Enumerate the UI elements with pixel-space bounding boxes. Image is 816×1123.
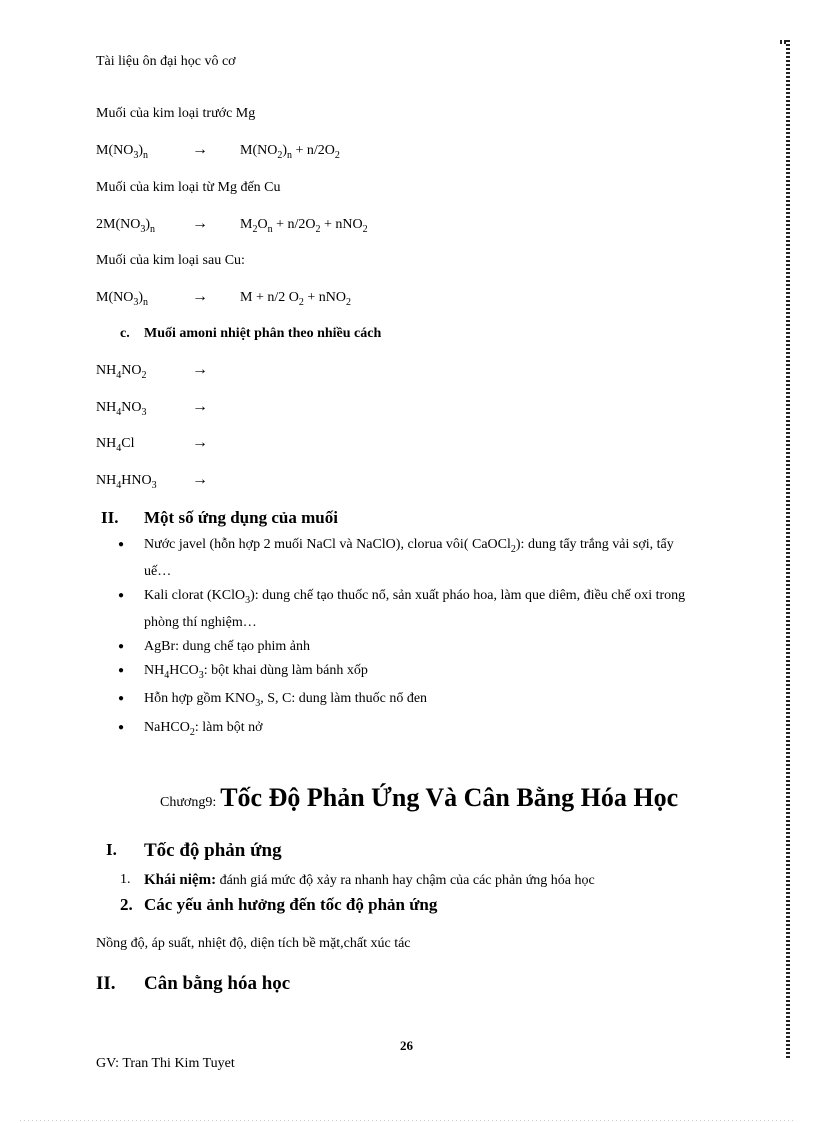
concept-number: 1. xyxy=(120,872,131,887)
equation-after-cu-product: M + n/2 $O_2 + nNO_2$ xyxy=(240,290,351,308)
list-item: ● Nước javel (hỗn hợp 2 muối NaCl và NaClO), clorua vôi( CaOCl$_2$): dung tẩy trắng vải sợi, tẩy uế… xyxy=(118,534,703,583)
list-item: ● $NH_4HCO_3$: bột khai dùng làm bánh xốp xyxy=(118,660,703,687)
ammonium-formula: $NH_4NO_2$ xyxy=(96,363,147,381)
page-number: 26 xyxy=(400,1038,413,1053)
factors-title: Các yếu ảnh hưởng đến tốc độ phản ứng xyxy=(144,895,438,914)
concept-line: Khái niệm: đánh giá mức độ xảy ra nhanh hay chậm của các phản ứng hóa học xyxy=(144,872,595,888)
arrow-icon: → xyxy=(192,215,208,232)
arrow-icon: → xyxy=(192,288,208,305)
ammonium-formula: $NH_4NO_3$ xyxy=(96,400,147,418)
equation-mg-to-cu-product: $M_2O_n + n/2O_2 + nNO_2$ xyxy=(240,217,368,235)
section-c-label: c. xyxy=(120,326,130,341)
factors-text: Nồng độ, áp suất, nhiệt độ, diện tích bề mặt,chất xúc tác xyxy=(96,936,411,951)
label-mg-to-cu: Muối của kim loại từ Mg đến Cu xyxy=(96,180,281,195)
equation-before-mg-reactant: $M(NO_3)_n$ xyxy=(96,143,149,161)
chapter-section-ii-title: Cân bằng hóa học xyxy=(144,973,291,994)
page-bottom-border xyxy=(20,1120,796,1121)
footer-author: GV: Tran Thi Kim Tuyet xyxy=(96,1056,235,1071)
equation-after-cu-reactant: $M(NO_3)_n$ xyxy=(96,290,149,308)
equation-before-mg-product: $M(NO_2)_n + n/2O_2$ xyxy=(240,143,340,161)
chapter-section-i-title: Tốc độ phản ứng xyxy=(144,840,282,861)
arrow-icon: → xyxy=(192,398,208,415)
section-ii-title: Một số ứng dụng của muối xyxy=(144,508,338,527)
arrow-icon: → xyxy=(192,361,208,378)
list-item: ● Hỗn hợp gồm $KNO_3$, S, C: dung làm thuốc nổ đen xyxy=(118,688,703,715)
ammonium-formula: $NH_4Cl$ xyxy=(96,436,135,454)
applications-list xyxy=(118,534,703,746)
arrow-icon: → xyxy=(192,471,208,488)
ammonium-formula: $NH_4HNO_3$ xyxy=(96,473,157,491)
list-item: ● NaHCO$_2$: làm bột nở xyxy=(118,717,703,744)
chapter-heading xyxy=(160,783,678,813)
page-border-right xyxy=(786,40,790,1060)
list-item: ● AgBr: dung chế tạo phim ảnh xyxy=(118,636,703,658)
chapter-section-ii-number: II. xyxy=(96,973,116,994)
factors-number: 2. xyxy=(120,895,133,914)
chapter-section-i-number: I. xyxy=(106,840,117,859)
arrow-icon: → xyxy=(192,141,208,158)
equation-mg-to-cu-reactant: $2M(NO_3)_n$ xyxy=(96,217,156,235)
chapter-prefix: Chương9: xyxy=(160,795,217,810)
chapter-title: Tốc Độ Phản Ứng Và Cân Bằng Hóa Học xyxy=(220,783,679,812)
document-header: Tài liệu ôn đại học vô cơ xyxy=(96,54,236,69)
section-c-title: Muối amoni nhiệt phân theo nhiều cách xyxy=(144,326,382,341)
list-item: ● Kali clorat (KClO$_3$): dung chế tạo thuốc nổ, sản xuất pháo hoa, làm que diêm, điều chế oxi trong phòng thí nghiệm… xyxy=(118,585,703,634)
label-before-mg: Muối của kim loại trước Mg xyxy=(96,106,256,121)
arrow-icon: → xyxy=(192,434,208,451)
section-ii-number: II. xyxy=(101,508,119,527)
label-after-cu: Muối của kim loại sau Cu: xyxy=(96,253,245,268)
